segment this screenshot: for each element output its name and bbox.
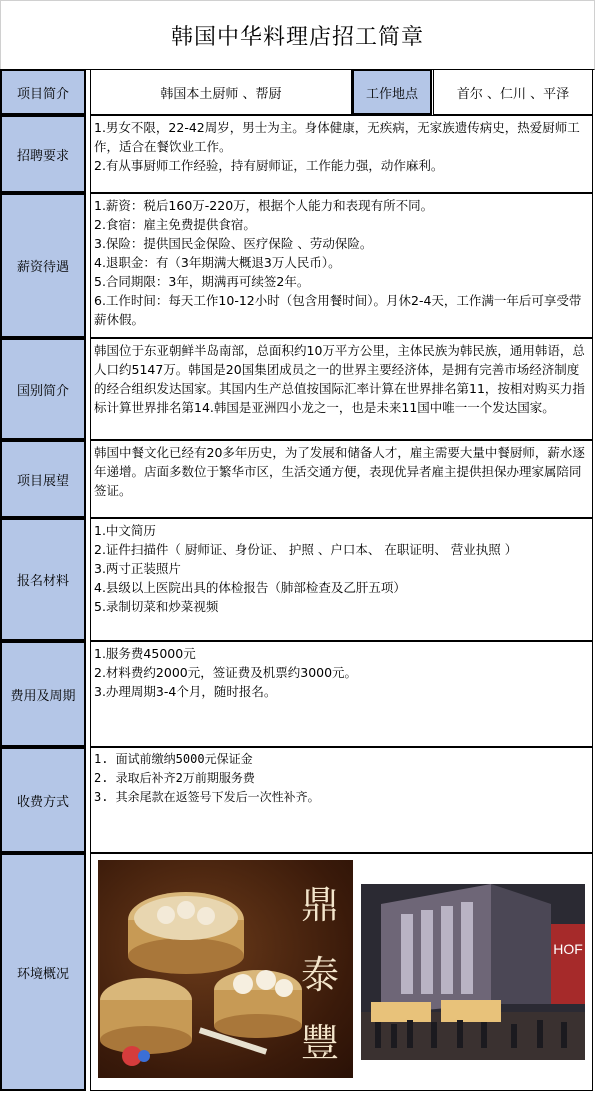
outlook-text: 韩国中餐文化已经有20多年历史，为了发展和储备人才，雇主需要大量中餐厨师，薪水逐年递增。店面多数位于繁华市区，生活交通方便，表现优异者雇主提供担保办理家属陪同签证。 xyxy=(94,445,585,498)
fees-label: 费用及周期 xyxy=(0,641,86,747)
materials-content xyxy=(90,518,593,641)
requirements-label: 招聘要求 xyxy=(0,115,86,193)
street-illustration xyxy=(361,884,585,1060)
outlook-label: 项目展望 xyxy=(0,440,86,518)
materials-label: 报名材料 xyxy=(0,518,86,641)
location-label: 工作地点 xyxy=(352,69,432,115)
payment-line: 3. 其余尾款在返签号下发后一次性补齐。 xyxy=(94,790,320,804)
salary-row xyxy=(0,193,595,338)
dim-sum-photo xyxy=(98,860,353,1078)
country-label: 国别简介 xyxy=(0,338,86,440)
requirements-row xyxy=(0,115,595,193)
payment-content xyxy=(90,747,593,853)
photo-glyph-2: 泰 xyxy=(300,953,340,997)
requirements-line: 1.男女不限，22-42周岁，男士为主。身体健康，无疾病，无家族遗传病史，热爱厨师工作，适合在餐饮业工作。 xyxy=(94,120,580,154)
fees-line: 1.服务费45000元 xyxy=(94,646,196,661)
photo-glyph-1: 鼎 xyxy=(300,883,340,927)
salary-label: 薪资待遇 xyxy=(0,193,86,338)
street-photo xyxy=(361,884,585,1060)
country-text: 韩国位于东亚朝鲜半岛南部，总面积约10万平方公里，主体民族为韩民族，通用韩语，总人口约5147万。韩国是20国集团成员之一的世界主要经济体，是拥有完善市场经济制度的经合组织发达国家。其国内生产总值按国际汇率计算在世界排名第11，按相对购买力指标计算世界排名第14.韩国是亚洲四小龙之一，也是未来11国中唯一一个发达国家。 xyxy=(94,343,585,415)
outlook-content xyxy=(90,440,593,518)
materials-row xyxy=(0,518,595,641)
materials-line: 2.证件扫描件（ 厨师证、身份证、 护照 、户口本、 在职证明、 营业执照 ） xyxy=(94,542,518,557)
materials-line: 4.县级以上医院出具的体检报告（肺部检查及乙肝五项） xyxy=(94,580,406,595)
fees-line: 2.材料费约2000元，签证费及机票约3000元。 xyxy=(94,665,358,680)
salary-line: 3.保险：提供国民金保险、医疗保险 、劳动保险。 xyxy=(94,236,373,251)
dim-sum-illustration xyxy=(98,860,353,1078)
materials-line: 1.中文简历 xyxy=(94,523,156,538)
requirements-content xyxy=(90,115,593,193)
fees-row xyxy=(0,641,595,747)
salary-line: 5.合同期限：3年，期满再可续签2年。 xyxy=(94,274,310,289)
salary-line: 2.食宿：雇主免费提供食宿。 xyxy=(94,217,256,232)
fees-content xyxy=(90,641,593,747)
payment-line: 1. 面试前缴纳5000元保证金 xyxy=(94,752,253,766)
environment-label: 环境概况 xyxy=(0,853,86,1091)
country-content xyxy=(90,338,593,440)
payment-label: 收费方式 xyxy=(0,747,86,853)
project-value: 韩国本土厨师 、帮厨 xyxy=(90,69,352,115)
hof-sign: HOF xyxy=(553,941,583,957)
salary-line: 6.工作时间：每天工作10-12小时（包含用餐时间）。月休2-4天，工作满一年后可享受带薪休假。 xyxy=(94,293,582,327)
salary-line: 4.退职金：有（3年期满大概退3万人民币）。 xyxy=(94,255,341,270)
project-label: 项目简介 xyxy=(0,69,86,115)
salary-line: 1.薪资：税后160万-220万，根据个人能力和表现有所不同。 xyxy=(94,198,434,213)
page-title: 韩国中华料理店招工简章 xyxy=(0,0,595,70)
photo-glyph-3: 豐 xyxy=(300,1021,340,1065)
outlook-row xyxy=(0,440,595,518)
requirements-line: 2.有从事厨师工作经验，持有厨师证，工作能力强，动作麻利。 xyxy=(94,158,444,173)
country-row xyxy=(0,338,595,440)
materials-line: 3.两寸正装照片 xyxy=(94,561,181,576)
payment-row xyxy=(0,747,595,853)
location-value: 首尔 、仁川 、平泽 xyxy=(433,69,593,115)
fees-line: 3.办理周期3-4个月，随时报名。 xyxy=(94,684,277,699)
salary-content xyxy=(90,193,593,338)
project-row xyxy=(0,69,595,115)
materials-line: 5.录制切菜和炒菜视频 xyxy=(94,599,219,614)
payment-line: 2. 录取后补齐2万前期服务费 xyxy=(94,771,255,785)
